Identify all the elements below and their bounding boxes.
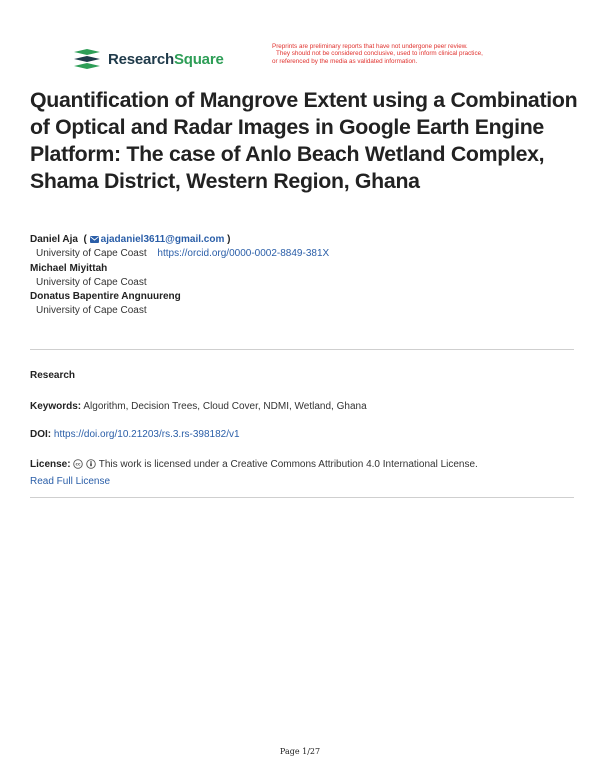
envelope-icon bbox=[90, 236, 99, 243]
affiliation-text: University of Cape Coast bbox=[36, 248, 147, 260]
research-square-logo-icon bbox=[72, 47, 102, 71]
doi-link[interactable]: https://doi.org/10.21203/rs.3.rs-398182/v1 bbox=[53, 429, 240, 440]
orcid-link[interactable]: https://orcid.org/0000-0002-8849-381X bbox=[157, 248, 330, 260]
paren-close: ) bbox=[224, 234, 231, 245]
paren-open: ( bbox=[80, 234, 90, 245]
keywords-line bbox=[30, 400, 580, 414]
by-icon bbox=[86, 459, 96, 469]
author-affiliation: University of Cape Coast bbox=[36, 276, 147, 288]
author-list bbox=[30, 233, 580, 319]
doi-label: DOI: bbox=[30, 429, 52, 440]
notice-line: or referenced by the media as validated information. bbox=[272, 57, 418, 65]
paper-title: Quantification of Mangrove Extent using a Combination of Optical and Radar Images in Google Earth Engine Platform: The case of Anlo Beach Wetland Complex, Shama District, Western Region, Ghana bbox=[30, 88, 578, 193]
article-type: Research bbox=[30, 370, 76, 381]
header bbox=[72, 43, 542, 76]
cc-icon bbox=[73, 459, 83, 469]
notice-line: Preprints are preliminary reports that have not undergone peer review. bbox=[272, 43, 468, 50]
keywords-label: Keywords: bbox=[30, 401, 82, 412]
author-name: Daniel Aja bbox=[30, 234, 78, 245]
notice-line: They should not be considered conclusive, used to inform clinical practice, bbox=[276, 50, 483, 58]
license-label: License: bbox=[30, 459, 71, 470]
read-full-license-link[interactable]: Read Full License bbox=[30, 476, 111, 487]
svg-text:cc: cc bbox=[75, 461, 81, 467]
author-name: Michael Miyittah bbox=[30, 262, 108, 274]
divider bbox=[30, 497, 574, 498]
research-square-logo[interactable] bbox=[72, 47, 224, 71]
author-affiliation bbox=[30, 247, 580, 261]
license-text: This work is licensed under a Creative Commons Attribution 4.0 International License. bbox=[98, 459, 478, 470]
divider bbox=[30, 349, 574, 350]
preprint-notice bbox=[272, 43, 542, 65]
brand-name bbox=[108, 51, 224, 68]
author-name: Donatus Bapentire Angnuureng bbox=[30, 291, 181, 303]
author-entry bbox=[30, 233, 580, 247]
doi-line bbox=[30, 428, 580, 442]
page-number: Page 1/27 bbox=[279, 747, 321, 756]
license-block bbox=[30, 458, 580, 489]
keywords-value: Algorithm, Decision Trees, Cloud Cover, NDMI, Wetland, Ghana bbox=[83, 401, 367, 412]
author-affiliation: University of Cape Coast bbox=[36, 305, 147, 317]
brand-part2: Square bbox=[173, 50, 224, 68]
brand-part1: Research bbox=[108, 50, 174, 68]
author-email-link[interactable]: ajadaniel3611@gmail.com bbox=[100, 234, 225, 245]
